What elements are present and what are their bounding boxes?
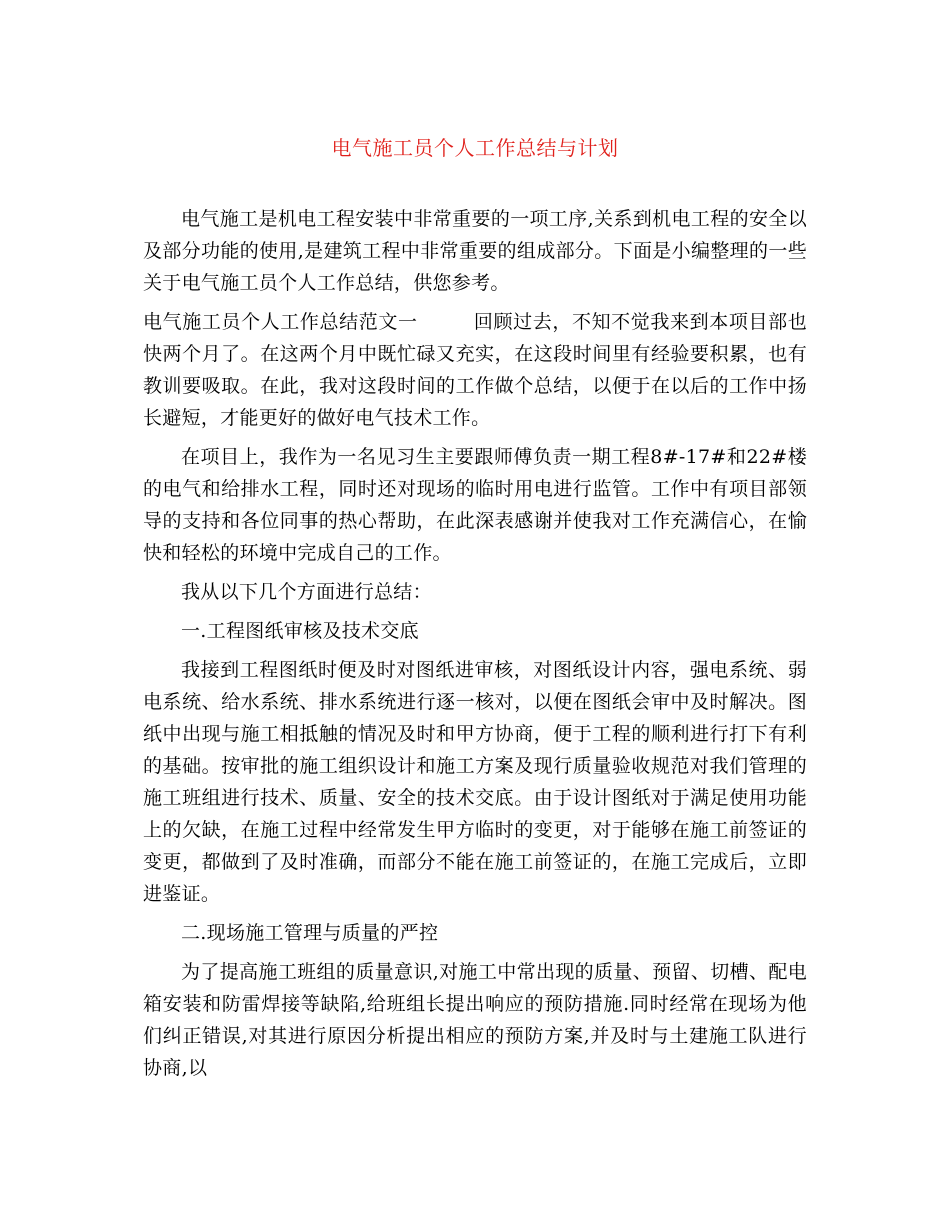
section-2-body: 为了提高施工班组的质量意识,对施工中常出现的质量、预留、切槽、配电箱安装和防雷焊接等缺陷,给班组长提出响应的预防措施.同时经常在现场为他们纠正错误,对其进行原因分析提出相应的预防方案,并及时与土建施工队进行协商,以 — [143, 961, 807, 1079]
intro-paragraph: 电气施工是机电工程安装中非常重要的一项工序,关系到机电工程的安全以及部分功能的使用,是建筑工程中非常重要的组成部分。下面是小编整理的一些关于电气施工员个人工作总结，供您参考。 — [143, 208, 807, 294]
section-1-title: 一.工程图纸审核及技术交底 — [181, 620, 419, 642]
project-paragraph: 在项目上，我作为一名见习生主要跟师傅负责一期工程8#-17#和22#楼的电气和给排水工程，同时还对现场的临时用电进行监管。工作中有项目部领导的支持和各位同事的热心帮助，在此深表感谢并使我对工作充满信心，在愉快和轻松的环境中完成自己的工作。 — [143, 446, 807, 564]
sample-paragraph — [143, 306, 807, 434]
section-2-title: 二.现场施工管理与质量的严控 — [181, 922, 439, 944]
section-1-body: 我接到工程图纸时便及时对图纸进审核，对图纸设计内容，强电系统、弱电系统、给水系统、排水系统进行逐一核对，以便在图纸会审中及时解决。图纸中出现与施工相抵触的情况及时和甲方协商，便于工程的顺利进行打下有利的基础。按审批的施工组织设计和施工方案及现行质量验收规范对我们管理的施工班组进行技术、质量、安全的技术交底。由于设计图纸对于满足使用功能上的欠缺，在施工过程中经常发生甲方临时的变更，对于能够在施工前签证的变更，都做到了及时准确，而部分不能在施工前签证的，在施工完成后，立即进鉴证。 — [143, 659, 807, 905]
summary-intro-paragraph: 我从以下几个方面进行总结： — [181, 581, 432, 603]
document-title: 电气施工员个人工作总结与计划 — [331, 136, 619, 160]
sample-body: 回顾过去，不知不觉我来到本项目部也快两个月了。在这两个月中既忙碌又充实，在这段时间里有经验要积累，也有教训要吸取。在此，我对这段时间的工作做个总结，以便于在以后的工作中扬长避短，才能更好的做好电气技术工作。 — [143, 311, 807, 429]
sample-heading: 电气施工员个人工作总结范文一 — [143, 311, 418, 333]
document-body — [143, 203, 807, 1091]
